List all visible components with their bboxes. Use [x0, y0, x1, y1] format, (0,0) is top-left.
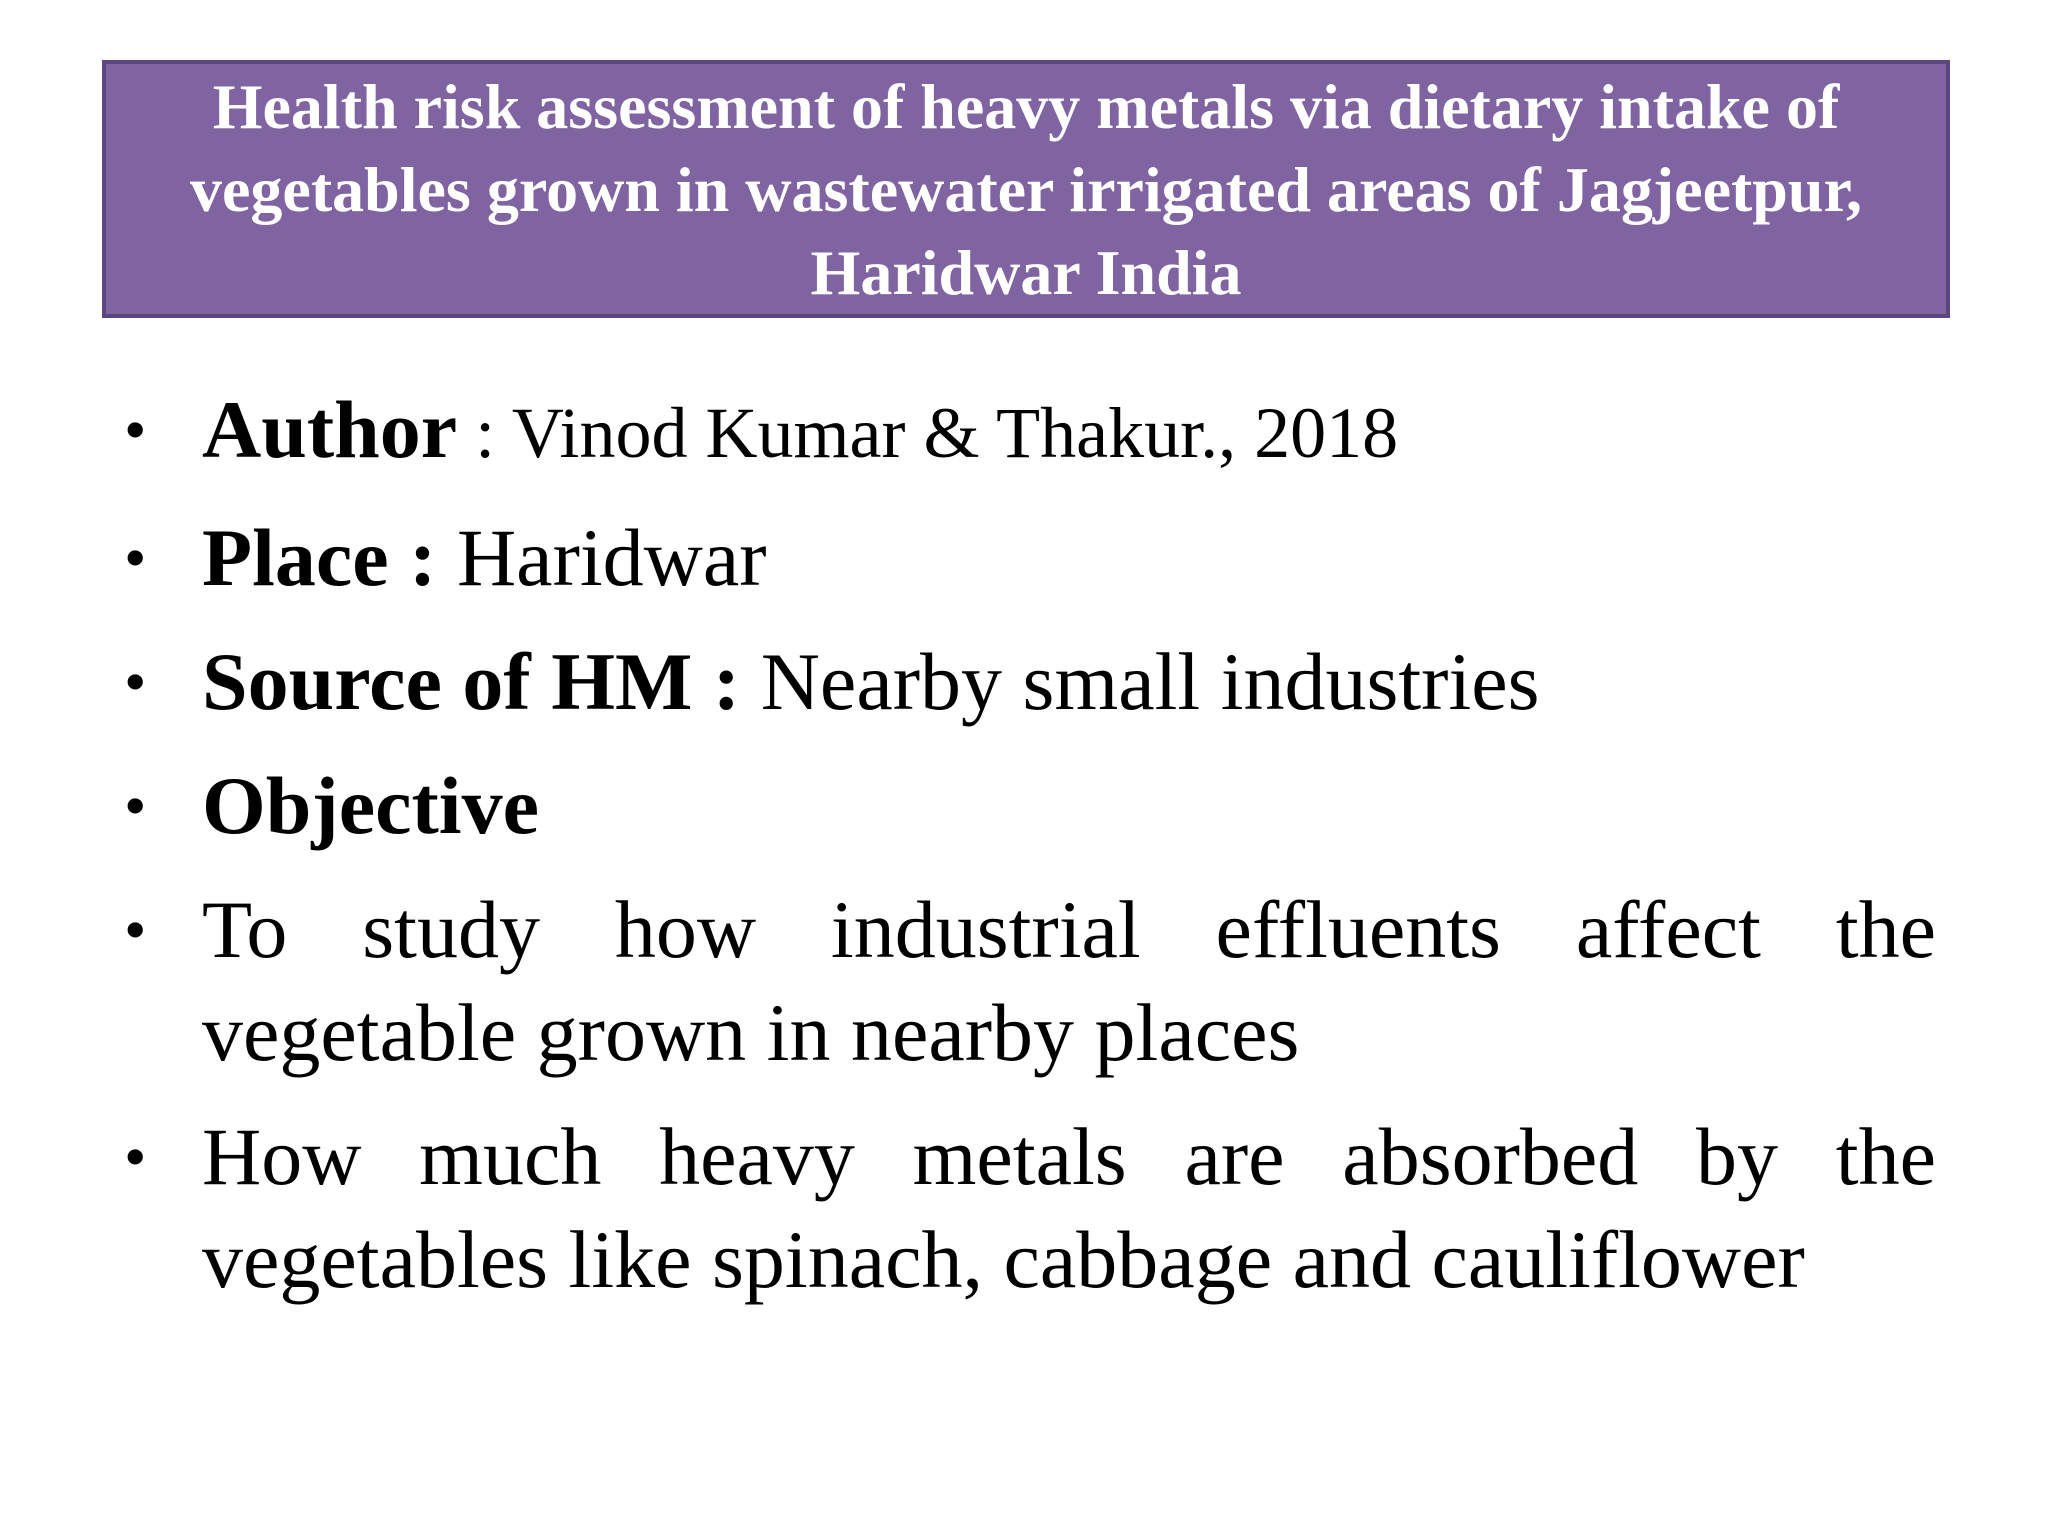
bullet-dot: • — [124, 1121, 147, 1192]
objective-text-1: To study how industrial effluents affect the vegetable grown in nearby places — [202, 884, 1936, 1078]
place-value: Haridwar — [456, 512, 767, 603]
objective-heading: Objective — [202, 760, 539, 851]
title-banner — [102, 60, 1950, 318]
place-label: Place : — [202, 512, 437, 603]
place-separator — [436, 512, 457, 603]
bullet-item-place — [124, 506, 1936, 609]
source-value: Nearby small industries — [760, 636, 1540, 727]
bullet-item-author — [124, 378, 1936, 485]
source-label: Source of HM : — [202, 636, 741, 727]
bullet-dot: • — [124, 646, 147, 717]
bullet-item-objective-2 — [124, 1105, 1936, 1311]
bullet-dot: • — [124, 770, 147, 841]
bullet-item-objective-1 — [124, 878, 1936, 1084]
objective-text-2: How much heavy metals are absorbed by the vegetables like spinach, cabbage and cauliflower — [202, 1111, 1936, 1305]
bullet-dot: • — [124, 394, 147, 465]
author-label: Author — [202, 384, 458, 475]
bullet-item-source — [124, 630, 1936, 733]
bullet-dot: • — [124, 894, 147, 965]
bullet-dot: • — [124, 522, 147, 593]
slide-title: Health risk assessment of heavy metals via dietary intake of vegetables grown in wastewater irrigated areas of Jagjeetpur, Haridwar India — [190, 70, 1862, 308]
source-separator — [740, 636, 761, 727]
author-separator: : — [457, 393, 512, 473]
author-value: Vinod Kumar & Thakur., 2018 — [511, 393, 1399, 473]
bullet-item-objective — [124, 754, 1936, 857]
bullet-list — [124, 378, 1936, 1332]
